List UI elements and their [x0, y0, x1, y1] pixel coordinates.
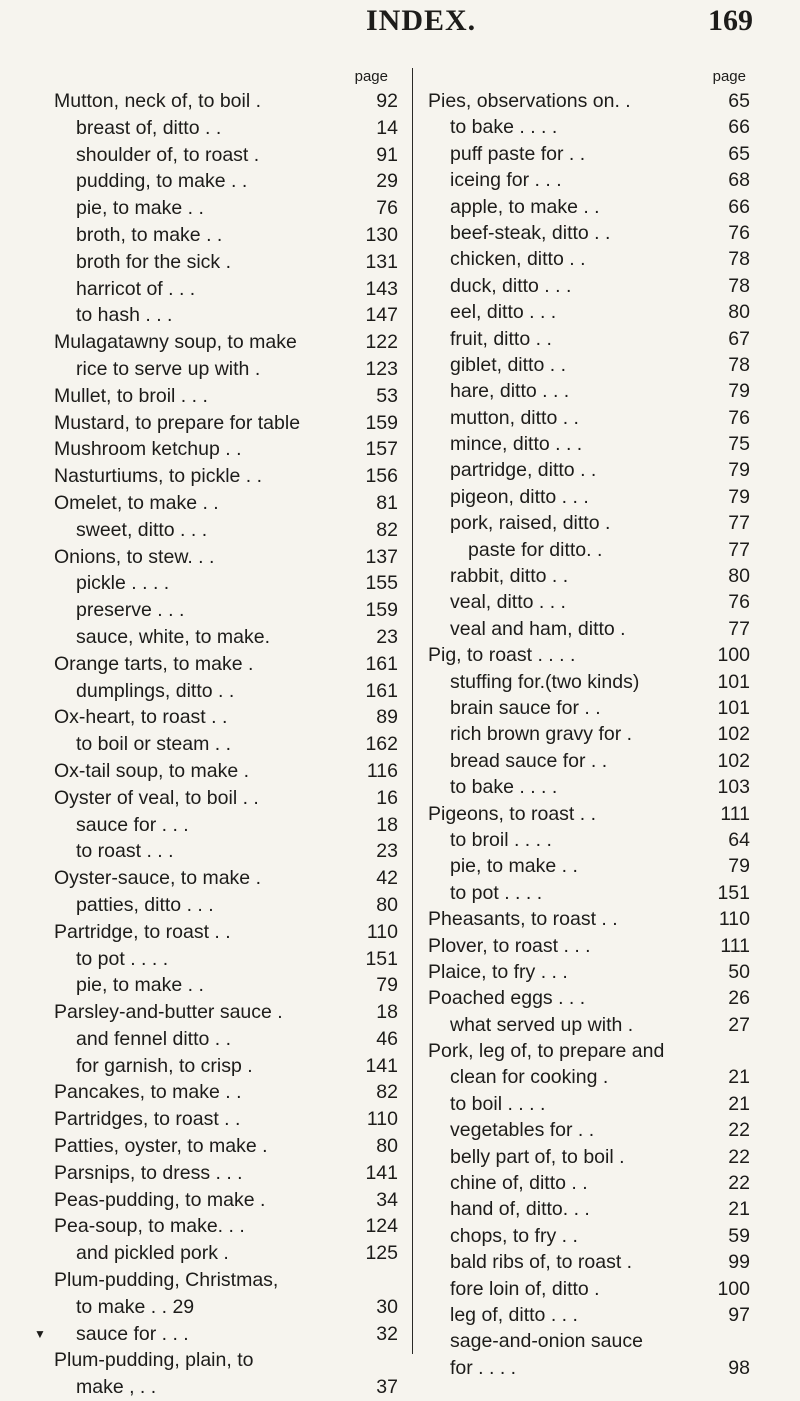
entry-page-number: 116 — [366, 759, 398, 782]
entry-page-number: 137 — [365, 545, 398, 568]
entry-text: clean for cooking . — [450, 1066, 609, 1089]
entry-text: dumplings, ditto . . — [76, 679, 235, 702]
entry-text: Ox-heart, to roast . . — [54, 706, 228, 729]
entry-text: partridge, ditto . . — [450, 459, 597, 482]
entry-text: for garnish, to crisp . — [76, 1054, 253, 1077]
index-entry — [54, 1079, 398, 1106]
entry-text: veal, ditto . . . — [450, 591, 566, 614]
entry-text: to roast . . . — [76, 840, 174, 863]
index-entry — [428, 537, 750, 563]
index-entry — [428, 616, 750, 642]
entry-page-number: 159 — [365, 411, 398, 434]
entry-text: breast of, ditto . . — [76, 116, 222, 139]
entry-text: chops, to fry . . — [450, 1224, 578, 1247]
entry-page-number: 79 — [728, 485, 750, 508]
entry-text: Oyster of veal, to boil . . — [54, 786, 259, 809]
entry-page-number: 77 — [728, 617, 750, 640]
index-entry — [428, 167, 750, 193]
index-entry — [428, 1276, 750, 1302]
entry-page-number: 89 — [376, 706, 398, 729]
entry-text: chine of, ditto . . — [450, 1172, 588, 1195]
index-entry — [428, 959, 750, 985]
entry-text: mince, ditto . . . — [450, 433, 583, 456]
index-entry — [54, 972, 398, 999]
entry-text: what served up with . — [450, 1013, 634, 1036]
entry-text: belly part of, to boil . — [450, 1145, 625, 1168]
entry-text: paste for ditto. . — [468, 538, 603, 561]
index-entry — [428, 853, 750, 879]
entry-page-number: 80 — [728, 565, 750, 588]
entry-text: Pies, observations on. . — [428, 90, 631, 112]
entry-page-number: 75 — [728, 433, 750, 456]
index-entry — [428, 748, 750, 774]
index-entry — [428, 114, 750, 140]
entry-text: Omelet, to make . . — [54, 491, 219, 514]
index-entry — [428, 669, 750, 695]
entry-page-number: 76 — [728, 591, 750, 614]
index-entry — [428, 1302, 750, 1328]
entry-page-number: 143 — [365, 277, 398, 300]
entry-page-number: 67 — [728, 327, 750, 350]
index-entry — [54, 1294, 398, 1321]
entry-page-number: 76 — [728, 221, 750, 244]
entry-text: pigeon, ditto . . . — [450, 485, 589, 508]
entry-page-number: 21 — [728, 1198, 750, 1221]
entry-text: to bake . . . . — [450, 776, 558, 799]
index-entry — [428, 484, 750, 510]
entry-text: hand of, ditto. . . — [450, 1198, 590, 1221]
entry-text: pudding, to make . . — [76, 170, 248, 193]
entry-text: sauce for . . . — [76, 813, 189, 836]
entry-text: shoulder of, to roast . — [76, 143, 260, 166]
page-column-heading: page — [712, 68, 746, 85]
entry-text: Oyster-sauce, to make . — [54, 867, 261, 890]
entry-page-number: 18 — [376, 1001, 398, 1024]
entry-text: Partridges, to roast . . — [54, 1108, 241, 1131]
entry-page-number: 80 — [728, 301, 750, 324]
entry-text: Parsley-and-butter sauce . — [54, 1001, 283, 1024]
index-entry — [428, 299, 750, 325]
entry-text: pie, to make . . — [76, 197, 204, 220]
entry-page-number: 100 — [717, 1277, 750, 1300]
entry-page-number: 111 — [720, 802, 750, 825]
index-entry — [54, 838, 398, 865]
index-column-right — [428, 66, 750, 1381]
index-entry — [54, 865, 398, 892]
entry-text: Plum-pudding, plain, to — [54, 1349, 254, 1372]
index-entry — [54, 678, 398, 705]
index-entry — [428, 431, 750, 457]
entry-text: fore loin of, ditto . — [450, 1277, 600, 1300]
entry-text: Pork, leg of, to prepare and — [428, 1040, 665, 1063]
index-entry — [54, 758, 398, 785]
index-entry — [54, 168, 398, 195]
entry-page-number: 156 — [365, 465, 398, 488]
entry-page-number: 82 — [376, 518, 398, 541]
entry-text: rabbit, ditto . . — [450, 565, 569, 588]
entry-text: to pot . . . . — [76, 947, 169, 970]
entry-text: vegetables for . . — [450, 1119, 595, 1142]
entry-text: Peas-pudding, to make . — [54, 1188, 266, 1211]
index-entry — [54, 651, 398, 678]
entry-text: puff paste for . . — [450, 142, 586, 165]
entry-page-number: 161 — [365, 679, 398, 702]
entry-page-number: 159 — [365, 599, 398, 622]
page-header — [0, 4, 800, 56]
entry-text: duck, ditto . . . — [450, 274, 572, 297]
entry-page-number: 80 — [376, 1135, 398, 1158]
entry-page-number: 22 — [728, 1172, 750, 1195]
entry-page-number: 101 — [717, 696, 750, 719]
index-entry — [428, 510, 750, 536]
entry-text: bald ribs of, to roast . — [450, 1251, 633, 1274]
index-entry — [54, 1106, 398, 1133]
index-entry — [54, 463, 398, 490]
index-entry — [54, 490, 398, 517]
index-entry — [428, 1144, 750, 1170]
entry-page-number: 22 — [728, 1119, 750, 1142]
entry-text: to boil . . . . — [450, 1092, 546, 1115]
entry-text: Pheasants, to roast . . — [428, 908, 618, 931]
entry-text: Onions, to stew. . . — [54, 545, 215, 568]
entry-text: pork, raised, ditto . — [450, 512, 611, 535]
entry-text: Parsnips, to dress . . . — [54, 1161, 243, 1184]
entry-page-number: 99 — [728, 1251, 750, 1274]
entry-text: chicken, ditto . . — [450, 248, 586, 271]
entry-page-number: 30 — [376, 1295, 398, 1318]
entry-text: Mutton, neck of, to boil . — [54, 90, 262, 112]
index-entry — [428, 220, 750, 246]
entry-page-number: 76 — [376, 197, 398, 220]
entry-text: Pig, to roast . . . . — [428, 644, 576, 667]
page-column-heading: page — [354, 68, 388, 85]
entry-page-number: 92 — [376, 90, 398, 112]
entry-page-number: 27 — [728, 1013, 750, 1036]
entry-text: beef-steak, ditto . . — [450, 221, 611, 244]
entry-text: giblet, ditto . . — [450, 353, 566, 376]
index-entry — [428, 695, 750, 721]
column-divider — [412, 68, 413, 1354]
entry-page-number: 162 — [365, 733, 398, 756]
index-entry — [428, 774, 750, 800]
index-entry — [54, 410, 398, 437]
index-entry — [428, 1170, 750, 1196]
entry-text: brain sauce for . . — [450, 696, 601, 719]
index-entry — [54, 1160, 398, 1187]
entry-page-number: 37 — [376, 1376, 398, 1399]
entry-page-number: 14 — [376, 116, 398, 139]
entry-text: make , . . — [76, 1376, 157, 1399]
entry-text: broth, to make . . — [76, 223, 223, 246]
index-entry — [54, 999, 398, 1026]
index-entry — [428, 827, 750, 853]
index-entry — [54, 544, 398, 571]
entry-page-number: 100 — [717, 644, 750, 667]
entry-text: Mustard, to prepare for table — [54, 411, 301, 434]
index-entry — [54, 597, 398, 624]
entry-page-number: 76 — [728, 406, 750, 429]
entry-text: mutton, ditto . . — [450, 406, 579, 429]
index-entry — [54, 115, 398, 142]
index-entry — [54, 812, 398, 839]
entry-page-number: 130 — [365, 223, 398, 246]
index-entry — [54, 570, 398, 597]
entry-text: for . . . . — [450, 1356, 517, 1379]
entry-text: pickle . . . . — [76, 572, 170, 595]
index-entry — [428, 642, 750, 668]
index-entry — [54, 785, 398, 812]
index-entry — [428, 721, 750, 747]
index-entry — [428, 801, 750, 827]
entry-page-number: 91 — [376, 143, 398, 166]
entry-page-number: 101 — [717, 670, 750, 693]
entry-text: broth for the sick . — [76, 250, 231, 273]
entry-text: Ox-tail soup, to make . — [54, 759, 250, 782]
index-entry — [54, 276, 398, 303]
entry-text: Plaice, to fry . . . — [428, 960, 568, 983]
entry-text: Plum-pudding, Christmas, — [54, 1269, 279, 1292]
entry-text: apple, to make . . — [450, 195, 600, 218]
entry-text: rich brown gravy for . — [450, 723, 633, 746]
entry-page-number: 50 — [728, 960, 750, 983]
index-entry — [54, 356, 398, 383]
index-entry — [428, 405, 750, 431]
entry-page-number: 122 — [365, 331, 398, 354]
entry-page-number: 131 — [365, 250, 398, 273]
entry-page-number: 29 — [376, 170, 398, 193]
entry-text: ▼ sauce for . . . — [76, 1322, 189, 1345]
index-title: INDEX. — [366, 4, 477, 37]
index-entry — [54, 1374, 398, 1401]
entry-page-number: 66 — [728, 195, 750, 218]
entry-page-number: 102 — [717, 749, 750, 772]
page-number: 169 — [708, 4, 753, 37]
entry-page-number: 98 — [728, 1356, 750, 1379]
index-entry — [54, 1213, 398, 1240]
index-entry — [54, 195, 398, 222]
entry-page-number: 23 — [376, 625, 398, 648]
entry-page-number: 79 — [728, 855, 750, 878]
index-entry — [54, 1347, 398, 1374]
entry-page-number: 81 — [376, 491, 398, 514]
entry-text: pie, to make . . — [450, 855, 578, 878]
entry-text: and fennel ditto . . — [76, 1027, 232, 1050]
index-entry — [54, 1240, 398, 1267]
entry-page-number: 125 — [365, 1242, 398, 1265]
entry-page-number: 18 — [376, 813, 398, 836]
entry-page-number: 124 — [365, 1215, 398, 1238]
entry-page-number: 151 — [365, 947, 398, 970]
entry-text: sage-and-onion sauce — [450, 1330, 643, 1353]
index-entry — [54, 249, 398, 276]
entry-page-number: 21 — [728, 1092, 750, 1115]
entry-page-number: 151 — [717, 881, 750, 904]
entry-page-number: 161 — [365, 652, 398, 675]
index-entry — [428, 1091, 750, 1117]
index-entry — [428, 194, 750, 220]
entry-text: stuffing for.(two kinds) — [450, 670, 640, 693]
entry-page-number: 79 — [376, 974, 398, 997]
entry-page-number: 123 — [365, 357, 398, 380]
entry-text: preserve . . . — [76, 599, 185, 622]
entry-page-number: 78 — [728, 274, 750, 297]
entry-text: fruit, ditto . . — [450, 327, 552, 350]
entry-page-number: 111 — [720, 934, 750, 957]
index-entry — [428, 1117, 750, 1143]
entry-text: eel, ditto . . . — [450, 301, 557, 324]
index-entry — [428, 1223, 750, 1249]
index-entry — [428, 933, 750, 959]
entry-page-number: 65 — [728, 142, 750, 165]
index-entry — [54, 1267, 398, 1294]
entry-text: to make . . 29 — [76, 1295, 195, 1318]
entry-page-number: 26 — [728, 987, 750, 1010]
entry-page-number: 110 — [366, 920, 398, 943]
entry-text: Partridge, to roast . . — [54, 920, 231, 943]
entry-page-number: 78 — [728, 248, 750, 271]
entry-page-number: 53 — [376, 384, 398, 407]
index-entry — [428, 1038, 750, 1064]
index-entry — [428, 1064, 750, 1090]
index-entry — [54, 142, 398, 169]
index-entry — [428, 563, 750, 589]
entry-text: rice to serve up with . — [76, 357, 261, 380]
index-entry — [54, 1187, 398, 1214]
entry-text: to bake . . . . — [450, 116, 558, 139]
entry-text: Poached eggs . . . — [428, 987, 586, 1010]
index-entry — [428, 985, 750, 1011]
index-entry — [428, 378, 750, 404]
entry-text: sauce, white, to make. — [76, 625, 271, 648]
entry-page-number: 97 — [728, 1303, 750, 1326]
entry-text: patties, ditto . . . — [76, 893, 214, 916]
entry-text: hare, ditto . . . — [450, 380, 570, 403]
entry-page-number: 68 — [728, 169, 750, 192]
entry-page-number: 103 — [717, 776, 750, 799]
entry-page-number: 79 — [728, 380, 750, 403]
index-entry — [428, 1012, 750, 1038]
entry-page-number: 64 — [728, 828, 750, 851]
entry-page-number: 80 — [376, 893, 398, 916]
entry-text: harricot of . . . — [76, 277, 196, 300]
entry-page-number: 65 — [728, 90, 750, 112]
entry-page-number: 42 — [376, 867, 398, 890]
index-entry — [54, 704, 398, 731]
entry-page-number: 82 — [376, 1081, 398, 1104]
entry-page-number: 66 — [728, 116, 750, 139]
index-entry — [428, 273, 750, 299]
entry-text: Pancakes, to make . . — [54, 1081, 242, 1104]
entry-text: Nasturtiums, to pickle . . — [54, 465, 263, 488]
entry-page-number: 77 — [728, 512, 750, 535]
entry-text: leg of, ditto . . . — [450, 1303, 578, 1326]
index-entry — [54, 517, 398, 544]
index-entry — [54, 919, 398, 946]
entry-text: sweet, ditto . . . — [76, 518, 208, 541]
entry-text: Pigeons, to roast . . — [428, 802, 597, 825]
entry-page-number: 110 — [366, 1108, 398, 1131]
index-entry — [54, 302, 398, 329]
index-entry — [428, 246, 750, 272]
entry-text: to broil . . . . — [450, 828, 552, 851]
entry-page-number: 22 — [728, 1145, 750, 1168]
index-entry — [428, 589, 750, 615]
index-entry — [54, 383, 398, 410]
entry-page-number: 79 — [728, 459, 750, 482]
index-entry — [54, 946, 398, 973]
entry-page-number: 147 — [365, 304, 398, 327]
index-entry — [54, 1053, 398, 1080]
entry-text: Pea-soup, to make. . . — [54, 1215, 245, 1238]
index-entry — [428, 1249, 750, 1275]
entry-page-number: 77 — [728, 538, 750, 561]
index-entry — [54, 624, 398, 651]
index-entry — [428, 1355, 750, 1381]
entry-text: Mulagatawny soup, to make — [54, 331, 297, 354]
entry-page-number: 157 — [365, 438, 398, 461]
entry-text: and pickled pork . — [76, 1242, 229, 1265]
index-entry — [428, 1196, 750, 1222]
entry-text: pie, to make . . — [76, 974, 204, 997]
index-entry — [54, 436, 398, 463]
entry-page-number: 141 — [365, 1161, 398, 1184]
entry-text: Mushroom ketchup . . — [54, 438, 242, 461]
entry-page-number: 32 — [376, 1322, 398, 1345]
entry-page-number: 21 — [728, 1066, 750, 1089]
entry-page-number: 78 — [728, 353, 750, 376]
entry-page-number: 110 — [718, 908, 750, 931]
entry-text: to hash . . . — [76, 304, 173, 327]
entry-text: to pot . . . . — [450, 881, 543, 904]
entry-page-number: 59 — [728, 1224, 750, 1247]
index-entry — [54, 88, 398, 115]
index-entry — [54, 1321, 398, 1348]
entry-page-number: 23 — [376, 840, 398, 863]
index-column-left — [54, 66, 398, 1401]
index-entry — [54, 892, 398, 919]
index-entry — [54, 1026, 398, 1053]
entry-text: Mullet, to broil . . . — [54, 384, 208, 407]
index-entry — [428, 457, 750, 483]
entry-text: iceing for . . . — [450, 169, 562, 192]
index-entry — [428, 326, 750, 352]
entry-text: Orange tarts, to make . — [54, 652, 254, 675]
index-entry — [428, 880, 750, 906]
entry-page-number: 16 — [376, 786, 398, 809]
index-entry — [54, 329, 398, 356]
entry-page-number: 34 — [376, 1188, 398, 1211]
entry-page-number: 46 — [376, 1027, 398, 1050]
entry-text: veal and ham, ditto . — [450, 617, 626, 640]
entry-text: Patties, oyster, to make . — [54, 1135, 268, 1158]
index-entry — [54, 222, 398, 249]
index-entry — [54, 1133, 398, 1160]
entry-text: to boil or steam . . — [76, 733, 231, 756]
index-entry — [54, 731, 398, 758]
entry-text: bread sauce for . . — [450, 749, 608, 772]
index-entry — [428, 141, 750, 167]
entry-page-number: 155 — [365, 572, 398, 595]
entry-page-number: 102 — [717, 723, 750, 746]
entry-page-number: 141 — [365, 1054, 398, 1077]
index-entry — [428, 88, 750, 114]
index-entry — [428, 1328, 750, 1354]
index-entry — [428, 352, 750, 378]
index-entry — [428, 906, 750, 932]
entry-text: Plover, to roast . . . — [428, 934, 591, 957]
